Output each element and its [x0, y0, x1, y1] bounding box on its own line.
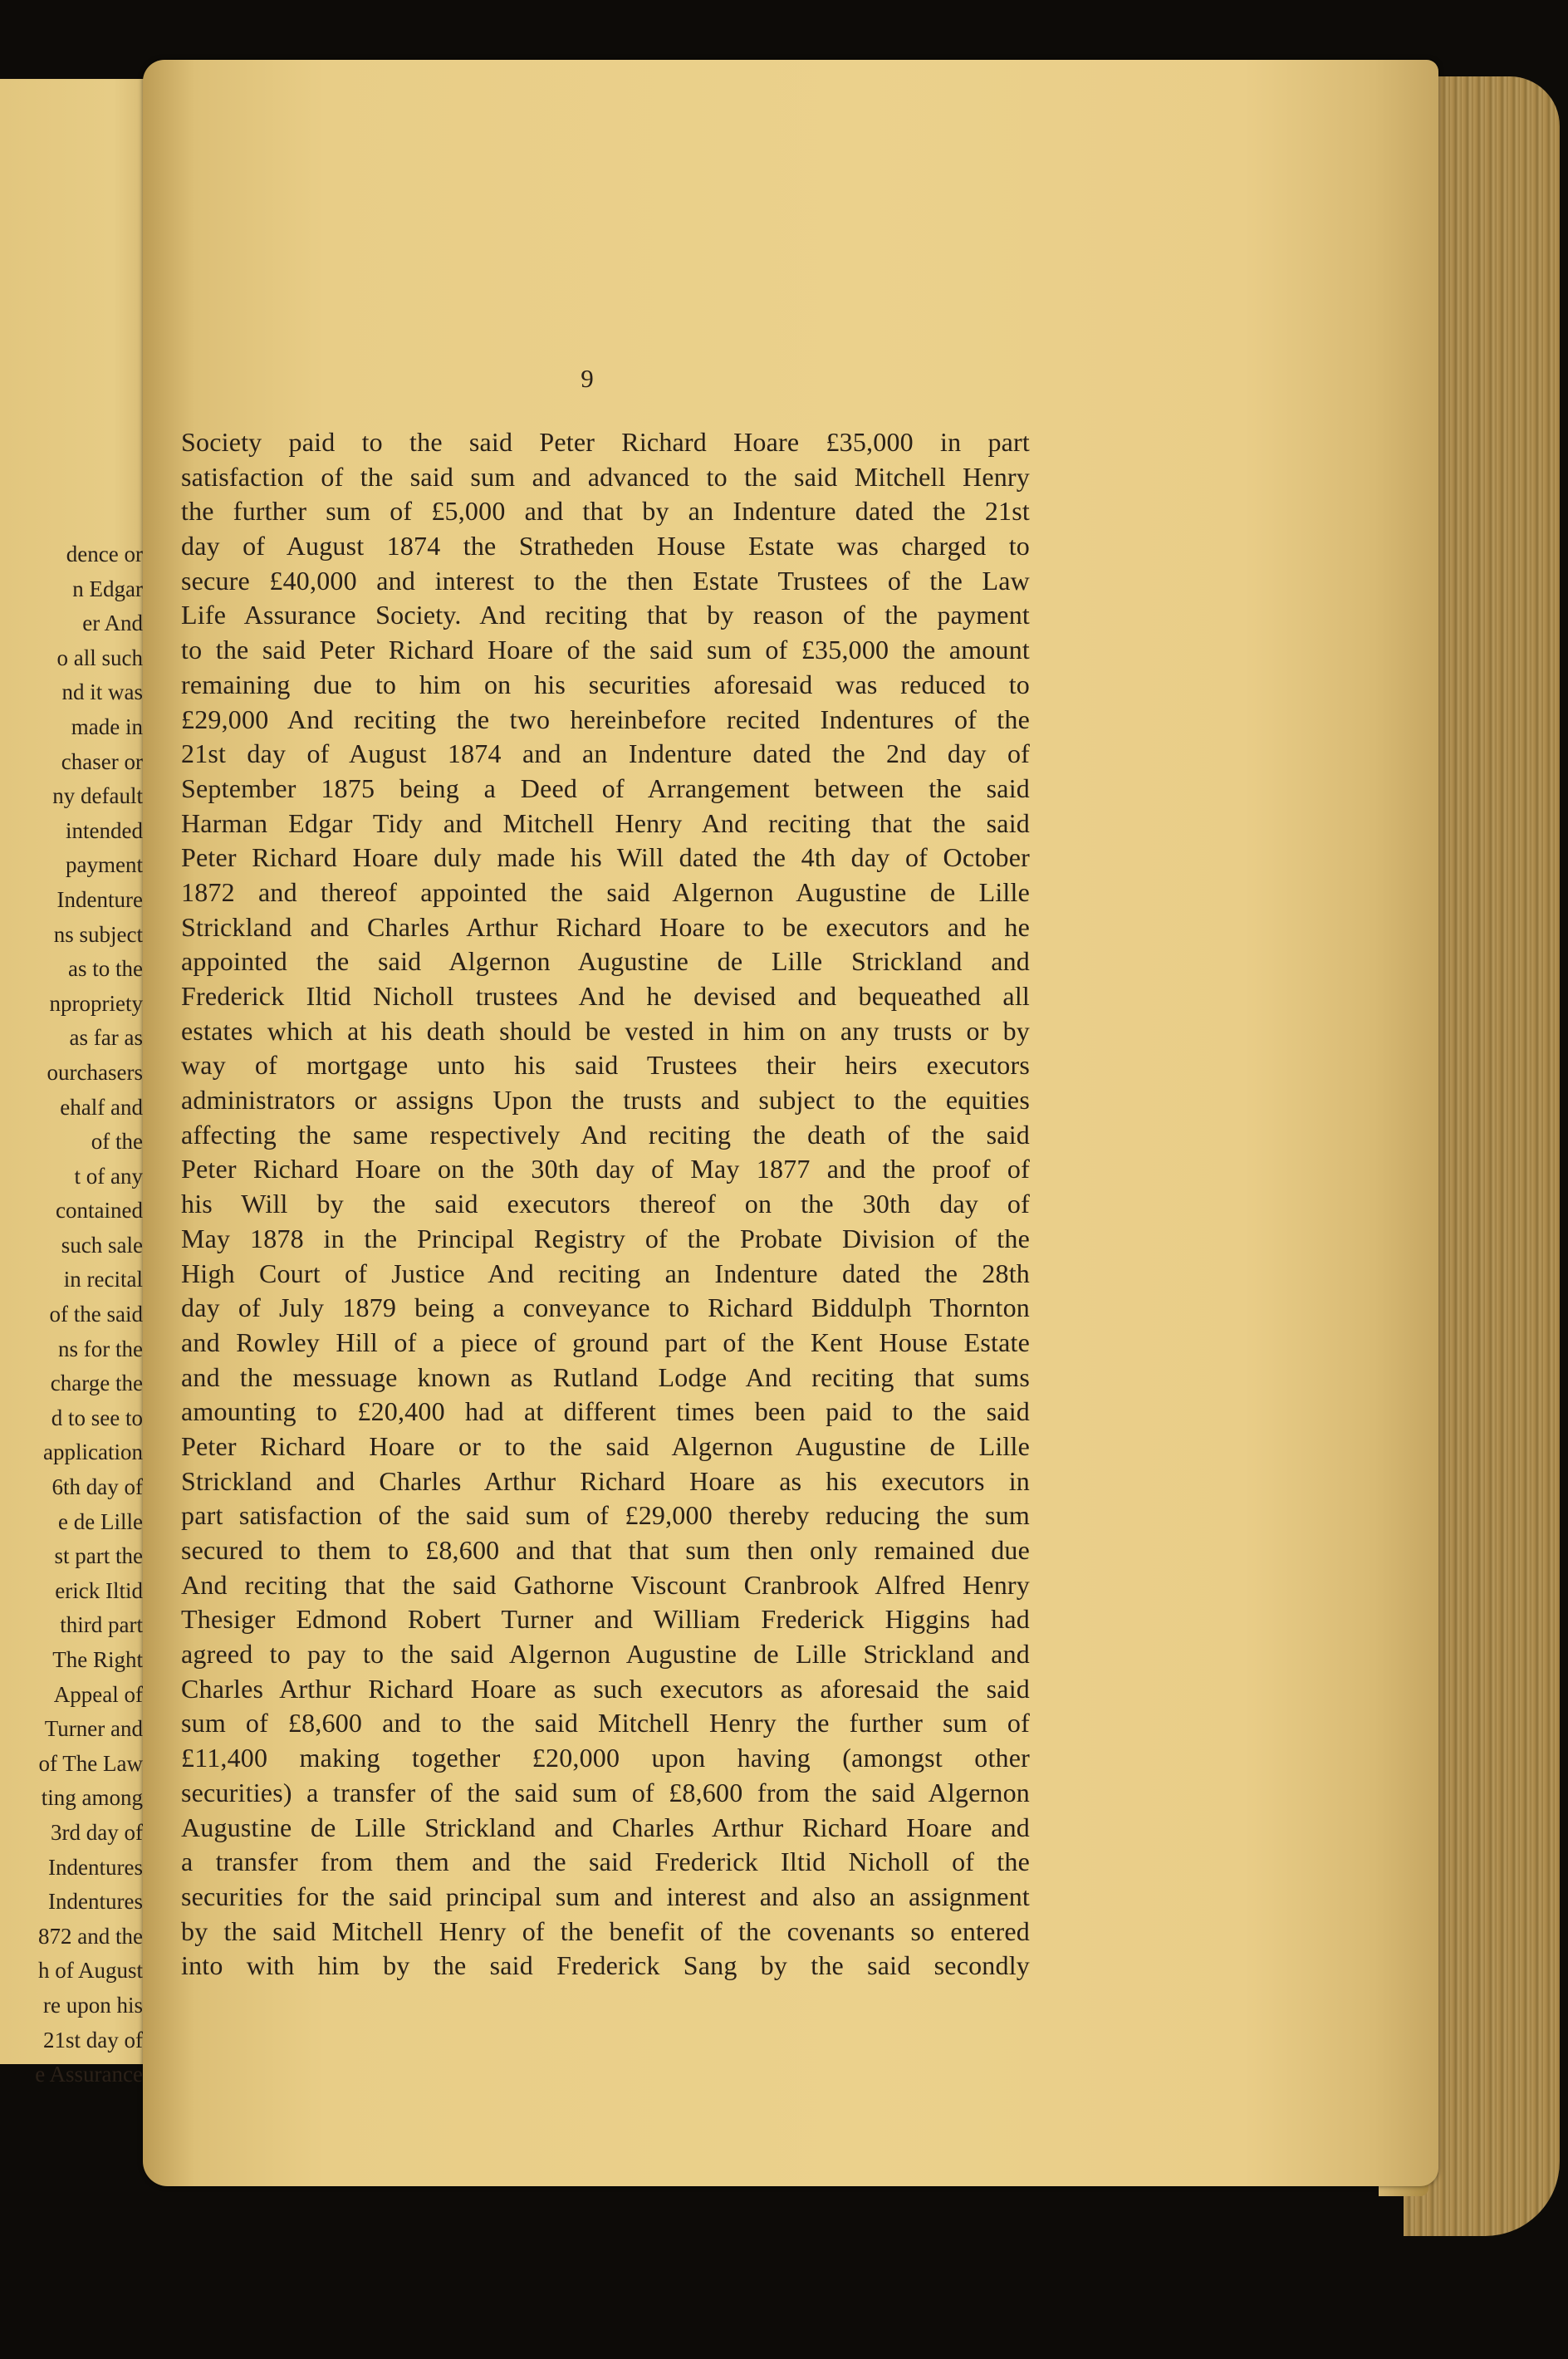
body-line: Thesiger Edmond Robert Turner and William Frederick Higgins had: [181, 1604, 1030, 1635]
body-line: Strickland and Charles Arthur Richard Hoare to be executors and he: [181, 911, 1030, 942]
left-page-line: ourchasers: [47, 1059, 143, 1085]
left-page-line: ns subject: [53, 921, 143, 947]
body-line: Frederick Iltid Nicholl trustees And he devised and bequeathed all: [181, 981, 1030, 1011]
left-page-line: application: [43, 1439, 143, 1465]
body-line: by the said Mitchell Henry of the benefit of the covenants so entered: [181, 1915, 1030, 1946]
left-page-line: The Right: [52, 1647, 143, 1672]
left-page-line: Indentures: [48, 1889, 143, 1915]
body-line: and Rowley Hill of a piece of ground part of the Kent House Estate: [181, 1327, 1030, 1357]
left-page-line: Turner and: [44, 1716, 143, 1742]
left-page-line: e Assurance: [35, 2062, 143, 2087]
body-line: September 1875 being a Deed of Arrangement between the said: [181, 772, 1030, 803]
body-text: [181, 425, 1030, 1984]
left-page-line: re upon his: [43, 1992, 143, 2018]
body-line: sum of £8,600 and to the said Mitchell Henry the further sum of: [181, 1708, 1030, 1739]
body-line: £11,400 making together £20,000 upon having (amongst other: [181, 1743, 1030, 1773]
body-line: into with him by the said Frederick Sang by the said secondly: [181, 1950, 1030, 1981]
body-line: secured to them to £8,600 and that that sum then only remained due: [181, 1535, 1030, 1565]
body-line: securities) a transfer of the said sum of £8,600 from the said Algernon: [181, 1777, 1030, 1807]
left-page-line: payment: [66, 852, 143, 878]
left-page-line: charge the: [50, 1371, 143, 1396]
body-line: Augustine de Lille Strickland and Charles Arthur Richard Hoare and: [181, 1812, 1030, 1842]
left-page-line: h of August: [37, 1958, 143, 1984]
body-line: estates which at his death should be vested in him on any trusts or by: [181, 1015, 1030, 1046]
body-line: amounting to £20,400 had at different times been paid to the said: [181, 1396, 1030, 1427]
body-line: Charles Arthur Richard Hoare as such executors as aforesaid the said: [181, 1673, 1030, 1704]
left-page-line: dence or: [66, 542, 143, 566]
left-page-line: er And: [82, 611, 143, 636]
body-line: part satisfaction of the said sum of £29,000 thereby reducing the sum: [181, 1500, 1030, 1531]
body-line: Peter Richard Hoare duly made his Will dated the 4th day of October: [181, 842, 1030, 873]
left-page-line: 3rd day of: [51, 1819, 143, 1845]
left-page-line: e de Lille: [58, 1508, 143, 1534]
body-line: and the messuage known as Rutland Lodge And reciting that sums: [181, 1361, 1030, 1392]
body-line: Society paid to the said Peter Richard Hoare £35,000 in part: [181, 427, 1030, 457]
left-page-line: such sale: [61, 1232, 143, 1258]
left-page-line: third part: [60, 1612, 143, 1638]
body-line: his Will by the said executors thereof on the 30th day of: [181, 1189, 1030, 1219]
left-page-line: n Edgar: [72, 576, 143, 601]
left-page-line: t of any: [74, 1163, 143, 1189]
left-page-line: in recital: [63, 1267, 143, 1292]
left-page-line: Indenture: [56, 886, 143, 912]
body-line: to the said Peter Richard Hoare of the said sum of £35,000 the amount: [181, 635, 1030, 665]
body-line: May 1878 in the Principal Registry of the Probate Division of the: [181, 1223, 1030, 1253]
left-page-line: intended: [66, 817, 143, 843]
left-page-line: st part the: [54, 1543, 143, 1569]
left-page-line: as to the: [68, 956, 143, 982]
left-page-line: Appeal of: [53, 1681, 143, 1707]
left-page-line: erick Iltid: [55, 1577, 143, 1603]
left-page-line: contained: [56, 1198, 143, 1224]
body-line: Harman Edgar Tidy and Mitchell Henry And reciting that the said: [181, 807, 1030, 838]
body-line: affecting the same respectively And reciting the death of the said: [181, 1119, 1030, 1150]
left-page-line: chaser or: [61, 748, 143, 774]
left-page-line: ehalf and: [60, 1094, 143, 1120]
body-line: way of mortgage unto his said Trustees their heirs executors: [181, 1050, 1030, 1081]
body-line: Peter Richard Hoare on the 30th day of May 1877 and the proof of: [181, 1154, 1030, 1184]
left-page-line: of The Law: [38, 1750, 143, 1776]
left-page-line: Indentures: [48, 1854, 143, 1880]
left-page-line: o all such: [56, 645, 143, 670]
body-line: satisfaction of the said sum and advanced to the said Mitchell Henry: [181, 461, 1030, 492]
left-page-line: ns for the: [58, 1336, 143, 1361]
left-page-line: nd it was: [61, 679, 143, 705]
left-page-line: 21st day of: [43, 2027, 143, 2052]
left-page-line: 6th day of: [51, 1474, 143, 1500]
body-line: administrators or assigns Upon the trusts and subject to the equities: [181, 1085, 1030, 1116]
left-page-line: ny default: [52, 783, 143, 809]
body-line: remaining due to him on his securities aforesaid was reduced to: [181, 669, 1030, 699]
left-page-line: ting among: [41, 1785, 143, 1811]
body-line: agreed to pay to the said Algernon Augustine de Lille Strickland and: [181, 1639, 1030, 1670]
body-line: day of August 1874 the Stratheden House Estate was charged to: [181, 531, 1030, 562]
left-page-line: as far as: [69, 1025, 143, 1051]
body-line: Peter Richard Hoare or to the said Algernon Augustine de Lille: [181, 1430, 1030, 1461]
body-line: appointed the said Algernon Augustine de Lille Strickland and: [181, 946, 1030, 977]
left-page-line: made in: [71, 714, 143, 739]
body-line: High Court of Justice And reciting an Indenture dated the 28th: [181, 1258, 1030, 1288]
body-line: a transfer from them and the said Frederick Iltid Nicholl of the: [181, 1846, 1030, 1877]
body-line: £29,000 And reciting the two hereinbefore recited Indentures of the: [181, 704, 1030, 734]
body-line: securities for the said principal sum and interest and also an assignment: [181, 1881, 1030, 1911]
body-line: day of July 1879 being a conveyance to Richard Biddulph Thornton: [181, 1292, 1030, 1323]
left-page-line: d to see to: [51, 1405, 143, 1430]
left-page-line: of the said: [49, 1302, 143, 1327]
body-line: 21st day of August 1874 and an Indenture dated the 2nd day of: [181, 738, 1030, 769]
body-line: And reciting that the said Gathorne Viscount Cranbrook Alfred Henry: [181, 1569, 1030, 1600]
body-line: secure £40,000 and interest to the then Estate Trustees of the Law: [181, 565, 1030, 596]
left-page-line: 872 and the: [38, 1923, 143, 1949]
left-page-text: [35, 537, 143, 2092]
body-line: Strickland and Charles Arthur Richard Hoare as his executors in: [181, 1465, 1030, 1496]
body-line: the further sum of £5,000 and that by an Indenture dated the 21st: [181, 496, 1030, 527]
body-line: Life Assurance Society. And reciting that by reason of the payment: [181, 600, 1030, 630]
left-page-line: npropriety: [49, 990, 143, 1016]
body-line: 1872 and thereof appointed the said Algernon Augustine de Lille: [181, 876, 1030, 907]
page-number: 9: [581, 364, 594, 393]
left-page-line: of the: [91, 1129, 143, 1155]
